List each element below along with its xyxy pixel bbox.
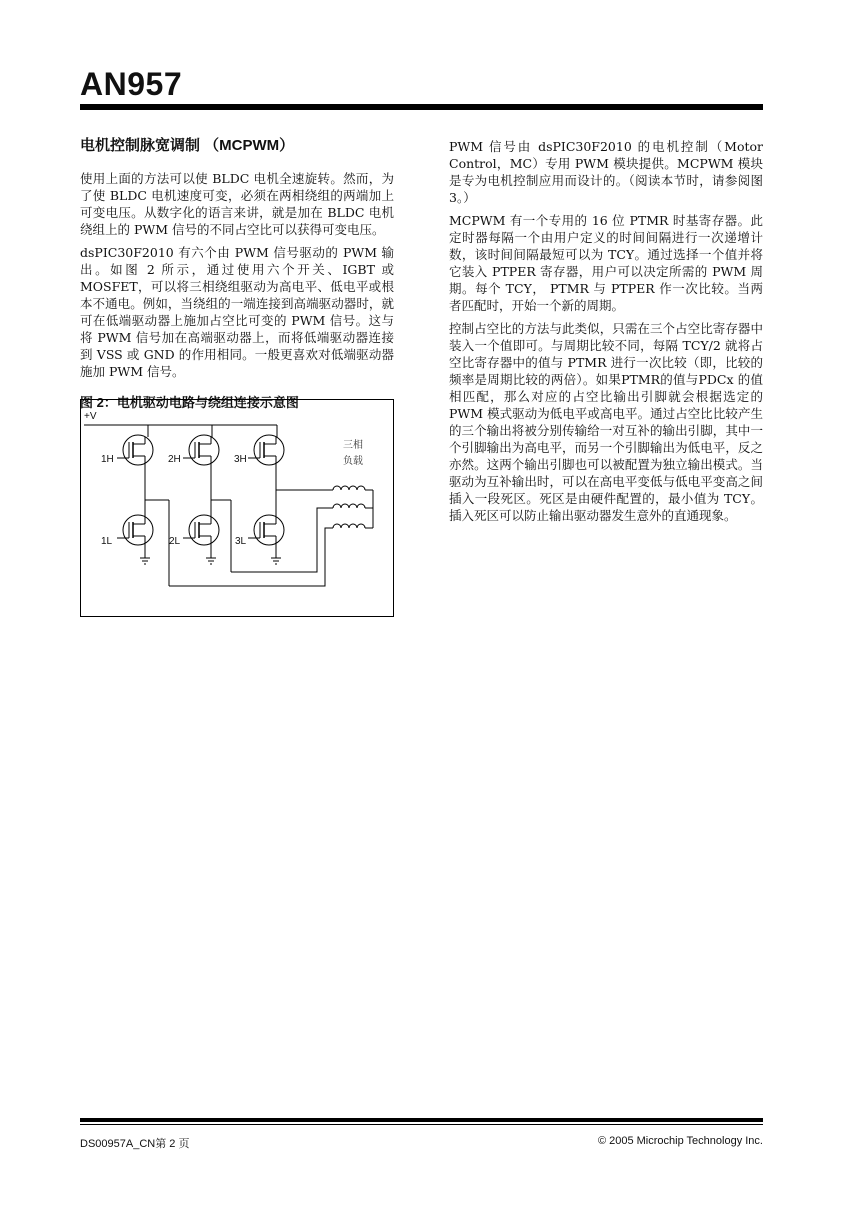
paragraph: PWM 信号由 dsPIC30F2010 的电机控制（Motor Control，MC）专用 PWM 模块提供。MCPWM 模块是专为电机控制应用而设计的。（阅读本节时，请参阅图 3。） — [449, 139, 763, 205]
section-heading: 电机控制脉宽调制 （MCPWM） — [80, 137, 295, 154]
circuit-diagram — [81, 400, 393, 616]
left-column — [80, 136, 394, 412]
three-phase-load — [333, 486, 373, 528]
document-title: AN957 — [80, 66, 183, 102]
switch-label-2l: 2L — [169, 536, 181, 547]
right-column — [449, 138, 763, 530]
paragraph: 控制占空比的方法与此类似，只需在三个占空比寄存器中装入一个值即可。与周期比较不同，每隔 TCY/2 就将占空比寄存器中的值与 PTMR 进行一次比较（即，比较的频率是周期比较的两倍）。如果PTMR的值与PDCx 的值相匹配，那么对应的占空比输出引脚就会根据选定的 PWM 模式驱动为低电平或高电平。通过占空比比较产生的三个输出将被分别传输给一对互补的输出引脚，其中一个引脚输出为高电平，而另一个引脚输出为低电平，反之亦然。这两个输出引脚也可以被配置为独立输出模式。当驱动为互补输出时，可以在高电平变低与低电平变高之间插入一段死区。死区是由硬件配置的，最小值为 TCY。插入死区可以防止输出驱动器发生意外的直通现象。 — [449, 321, 763, 523]
supply-label: +V — [84, 411, 97, 422]
switch-label-2h: 2H — [168, 454, 181, 465]
motor-drive-figure — [80, 399, 394, 617]
switch-1h — [117, 435, 153, 465]
footer-rule-thin — [80, 1124, 763, 1125]
load-label: 负载 — [343, 456, 363, 467]
header-rule — [80, 104, 763, 110]
switch-1l — [117, 515, 153, 558]
switch-label-3h: 3H — [234, 454, 247, 465]
switch-label-3l: 3L — [235, 536, 247, 547]
load-label: 三相 — [343, 440, 363, 451]
paragraph: MCPWM 有一个专用的 16 位 PTMR 时基寄存器。此定时器每隔一个由用户定义的时间间隔进行一次递增计数，该时间间隔最短可以为 TCY。通过选择一个值并将它装入 PTPER 寄存器，用户可以决定所需的 PWM 周期。每个 TCY， PTMR 与 PTPER 作一次比较。当两者匹配时，开始一个新的周期。 — [449, 213, 763, 313]
switch-label-1l: 1L — [101, 536, 113, 547]
footer-doc-id: DS00957A_CN第 2 页 — [80, 1138, 190, 1150]
switch-3l — [248, 515, 284, 558]
switch-2h — [183, 435, 219, 465]
switch-3h — [248, 435, 284, 465]
switch-label-1h: 1H — [101, 454, 114, 465]
paragraph: dsPIC30F2010 有六个由 PWM 信号驱动的 PWM 输出。如图 2 所示，通过使用六个开关、IGBT 或 MOSFET，可以将三相绕组驱动为高电平、低电平或根本不通电。例如，当绕组的一端连接到高端驱动器时，就可在低端驱动器上施加占空比可变的 PWM 信号。这与将 PWM 信号加在高端驱动器上，而将低端驱动器连接到 VSS 或 GND 的作用相同。一般更喜欢对低端驱动器施加 PWM 信号。 — [80, 245, 394, 379]
footer-copyright: © 2005 Microchip Technology Inc. — [597, 1135, 763, 1147]
paragraph: 使用上面的方法可以使 BLDC 电机全速旋转。然而，为了使 BLDC 电机速度可变，必须在两相绕组的两端加上可变电压。从数字化的语言来讲，就是加在 BLDC 电机绕组上的 PWM 信号的不同占空比可以获得可变电压。 — [80, 171, 394, 237]
footer-rule — [80, 1118, 763, 1122]
figure-caption: 图 2：电机驱动电路与绕组连接示意图 — [80, 395, 299, 410]
ground-icon — [140, 558, 281, 564]
switch-2l — [183, 515, 219, 558]
